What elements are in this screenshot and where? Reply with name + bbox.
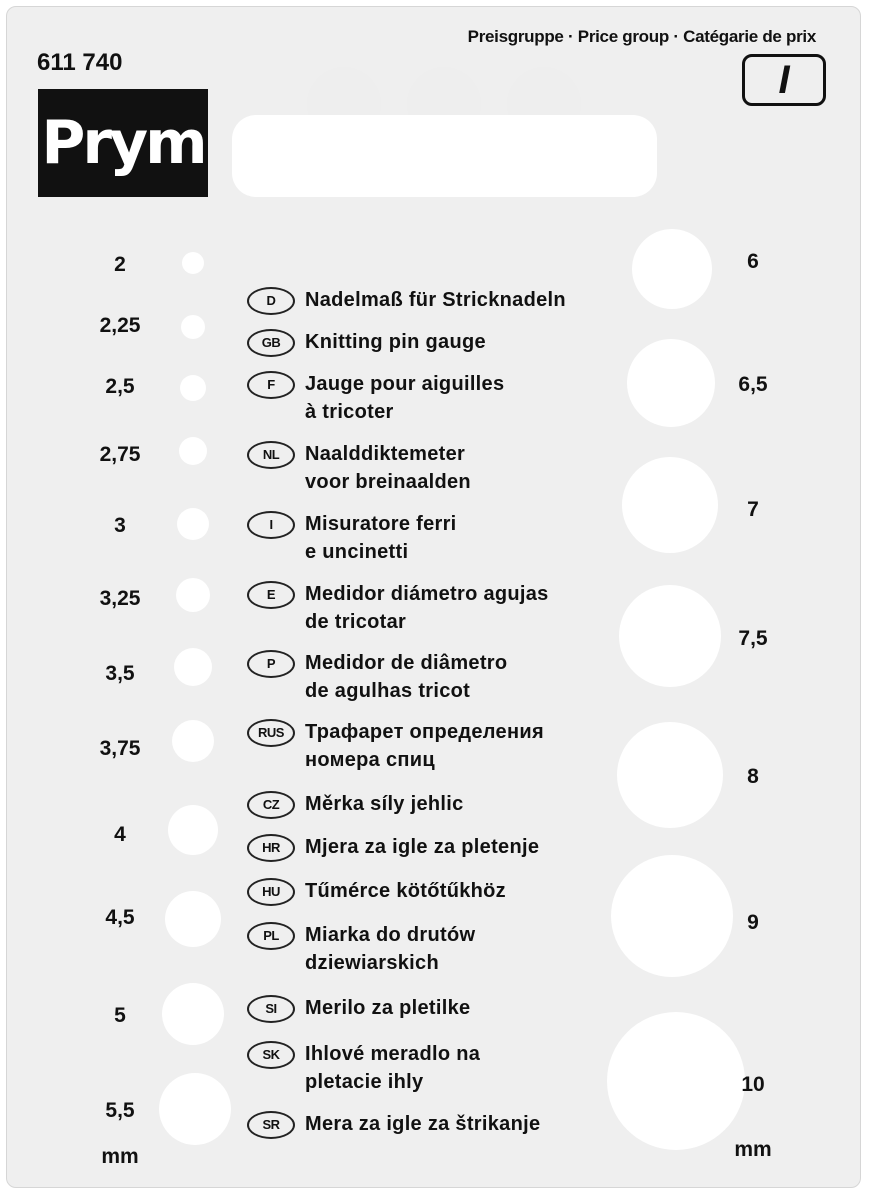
size-label-2-25: 2,25 — [99, 314, 141, 337]
price-group-label: Preisgruppe · Price group · Catégarie de prix — [467, 27, 816, 46]
size-label-10: 10 — [741, 1073, 765, 1096]
size-label-3-75: 3,75 — [99, 737, 141, 760]
language-row-pl — [247, 921, 475, 977]
article-number: 611 740 — [37, 49, 123, 76]
gauge-hole-2-75 — [179, 437, 207, 465]
needle-gauge-card — [6, 6, 861, 1188]
language-badge: SI — [247, 995, 295, 1023]
gauge-hole-7-5 — [619, 585, 721, 687]
language-text: Miarka do drutów dziewiarskich — [305, 924, 476, 974]
language-badge: P — [247, 650, 295, 678]
language-row-si — [247, 994, 470, 1023]
language-badge: RUS — [247, 719, 295, 747]
gauge-hole-3-5 — [174, 648, 212, 686]
size-label-4-5: 4,5 — [105, 906, 135, 929]
size-label-2: 2 — [114, 253, 126, 276]
language-text: Naalddiktemeter voor breinaalden — [305, 443, 471, 493]
size-label-2-5: 2,5 — [105, 375, 135, 398]
language-text: Knitting pin gauge — [305, 331, 486, 353]
price-group-box: I — [742, 54, 826, 106]
language-text: Měrka síly jehlic — [305, 793, 464, 815]
label-window — [232, 115, 657, 197]
gauge-hole-2 — [182, 252, 204, 274]
language-badge: CZ — [247, 791, 295, 819]
language-text: Mjera za igle za pletenje — [305, 836, 540, 858]
language-row-f — [247, 370, 504, 426]
size-label-7: 7 — [747, 498, 759, 521]
language-badge: HU — [247, 878, 295, 906]
language-badge: PL — [247, 922, 295, 950]
gauge-hole-6-5 — [627, 339, 715, 427]
language-badge: D — [247, 287, 295, 315]
gauge-hole-8 — [617, 722, 723, 828]
language-row-d — [247, 286, 566, 315]
size-label-8: 8 — [747, 765, 759, 788]
language-row-p — [247, 649, 507, 705]
language-row-nl — [247, 440, 471, 496]
language-text: Mera za igle za štrikanje — [305, 1113, 541, 1135]
gauge-hole-9 — [611, 855, 733, 977]
size-label-3: 3 — [114, 514, 126, 537]
language-row-cz — [247, 790, 464, 819]
right-unit-label: mm — [734, 1138, 772, 1161]
size-label-3-5: 3,5 — [105, 662, 135, 685]
left-unit-label: mm — [101, 1145, 139, 1168]
language-badge: HR — [247, 834, 295, 862]
size-label-6-5: 6,5 — [738, 373, 768, 396]
language-badge: F — [247, 371, 295, 399]
prym-logo: Prym — [38, 89, 208, 197]
gauge-hole-3 — [177, 508, 209, 540]
language-badge: SR — [247, 1111, 295, 1139]
size-label-5: 5 — [114, 1004, 126, 1027]
language-text: Merilo za pletilke — [305, 997, 471, 1019]
size-label-3-25: 3,25 — [99, 587, 141, 610]
language-row-sr — [247, 1110, 540, 1139]
language-text: Medidor diámetro agujas de tricotar — [305, 583, 549, 633]
gauge-hole-3-75 — [172, 720, 214, 762]
language-text: Medidor de diâmetro de agulhas tricot — [305, 652, 508, 702]
language-text: Tűmérce kötőtűkhöz — [305, 880, 506, 902]
language-badge: E — [247, 581, 295, 609]
size-label-9: 9 — [747, 911, 759, 934]
gauge-hole-6 — [632, 229, 712, 309]
language-row-e — [247, 580, 549, 636]
gauge-hole-7 — [622, 457, 718, 553]
language-text: Jauge pour aiguilles à tricoter — [305, 373, 505, 423]
language-badge: GB — [247, 329, 295, 357]
language-row-gb — [247, 328, 486, 357]
size-label-5-5: 5,5 — [105, 1099, 135, 1122]
language-row-i — [247, 510, 457, 566]
gauge-hole-2-25 — [181, 315, 205, 339]
gauge-hole-3-25 — [176, 578, 210, 612]
language-text: Ihlové meradlo na pletacie ihly — [305, 1043, 481, 1093]
language-row-hu — [247, 877, 506, 906]
size-label-2-75: 2,75 — [99, 443, 141, 466]
gauge-hole-2-5 — [180, 375, 206, 401]
language-row-hr — [247, 833, 539, 862]
language-badge: NL — [247, 441, 295, 469]
gauge-hole-4 — [168, 805, 218, 855]
size-label-4: 4 — [114, 823, 126, 846]
language-badge: SK — [247, 1041, 295, 1069]
language-badge: I — [247, 511, 295, 539]
language-row-sk — [247, 1040, 480, 1096]
size-label-6: 6 — [747, 250, 759, 273]
language-text: Трафарет определения номера спиц — [305, 721, 544, 771]
language-text: Nadelmaß für Stricknadeln — [305, 289, 566, 311]
language-row-rus — [247, 718, 544, 774]
language-text: Misuratore ferri e uncinetti — [305, 513, 457, 563]
size-label-7-5: 7,5 — [738, 627, 768, 650]
